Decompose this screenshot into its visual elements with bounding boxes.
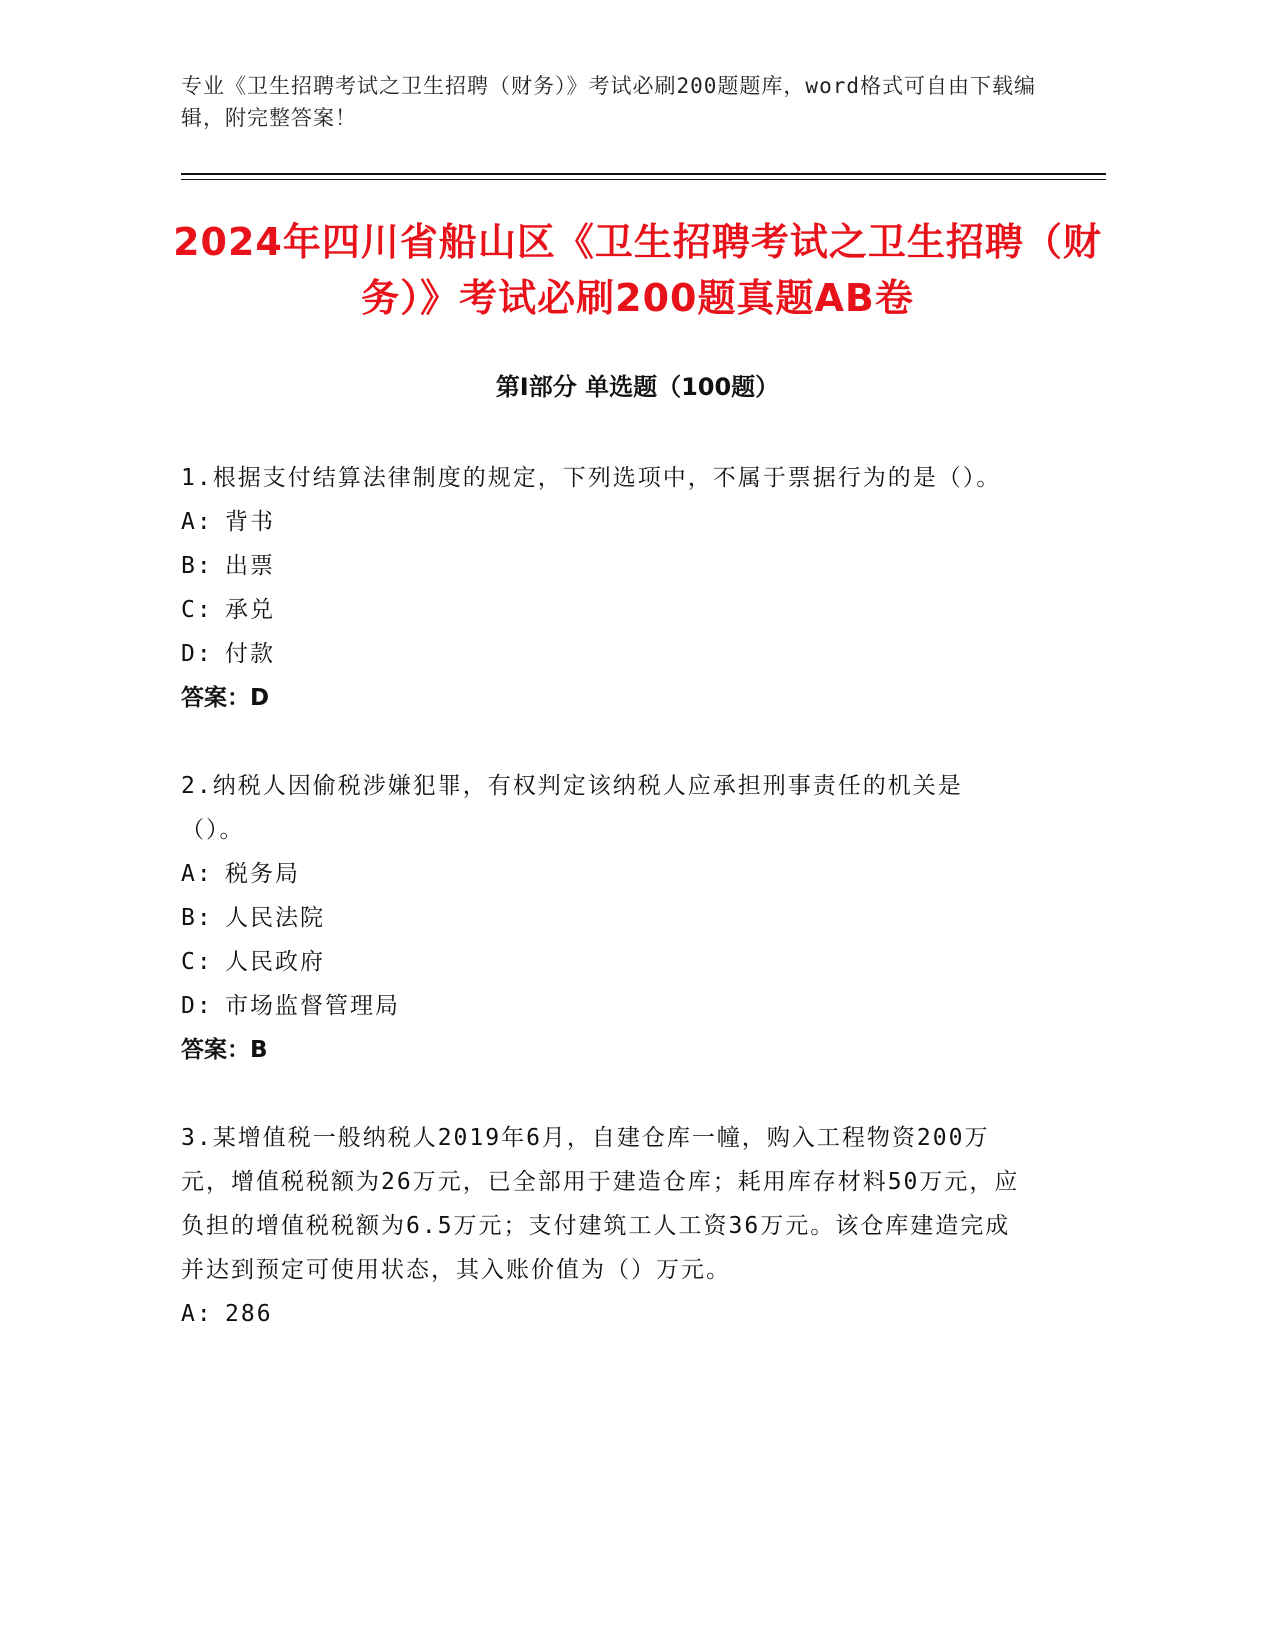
header-divider-thick — [181, 173, 1106, 175]
question-3 — [181, 1116, 1021, 1336]
question-list — [181, 456, 1021, 1380]
option-key: B: — [181, 905, 213, 931]
option-text: 承兑 — [225, 597, 275, 623]
option-key: D: — [181, 641, 213, 667]
option-text: 出票 — [225, 553, 275, 579]
option-key: B: — [181, 553, 213, 579]
option-a — [181, 1292, 1021, 1336]
option-b — [181, 896, 1021, 940]
option-key: C: — [181, 597, 213, 623]
option-key: A: — [181, 1301, 213, 1327]
option-a — [181, 852, 1021, 896]
option-key: A: — [181, 509, 213, 535]
option-b — [181, 544, 1021, 588]
option-text: 背书 — [225, 509, 275, 535]
option-key: A: — [181, 861, 213, 887]
document-title: 2024年四川省船山区《卫生招聘考试之卫生招聘（财务）》考试必刷200题真题AB卷 — [173, 220, 1102, 320]
option-c — [181, 940, 1021, 984]
option-d — [181, 632, 1021, 676]
option-d — [181, 984, 1021, 1028]
answer: 答案：D — [181, 685, 270, 711]
question-stem: 2.纳税人因偷税涉嫌犯罪，有权判定该纳税人应承担刑事责任的机关是（）。 — [181, 773, 963, 843]
header-note: 专业《卫生招聘考试之卫生招聘（财务）》考试必刷200题题库，word格式可自由下载编辑，附完整答案！ — [181, 74, 1036, 130]
option-key: D: — [181, 993, 213, 1019]
option-a — [181, 500, 1021, 544]
option-text: 市场监督管理局 — [225, 993, 400, 1019]
section-title: 第Ⅰ部分 单选题（100题） — [495, 373, 780, 401]
question-1 — [181, 456, 1021, 720]
option-text: 税务局 — [225, 861, 300, 887]
option-text: 286 — [225, 1301, 273, 1327]
option-key: C: — [181, 949, 213, 975]
option-c — [181, 588, 1021, 632]
question-2 — [181, 764, 1021, 1072]
answer: 答案：B — [181, 1037, 268, 1063]
question-stem: 1.根据支付结算法律制度的规定，下列选项中，不属于票据行为的是（）。 — [181, 465, 1002, 491]
option-text: 人民政府 — [225, 949, 325, 975]
option-text: 付款 — [225, 641, 275, 667]
question-stem: 3.某增值税一般纳税人2019年6月，自建仓库一幢，购入工程物资200万元，增值税税额为26万元，已全部用于建造仓库；耗用库存材料50万元，应负担的增值税税额为6.5万元；支付建筑工人工资36万元。该仓库建造完成并达到预定可使用状态，其入账价值为（）万元。 — [181, 1125, 1020, 1283]
option-text: 人民法院 — [225, 905, 325, 931]
header-divider-thin — [181, 179, 1106, 180]
